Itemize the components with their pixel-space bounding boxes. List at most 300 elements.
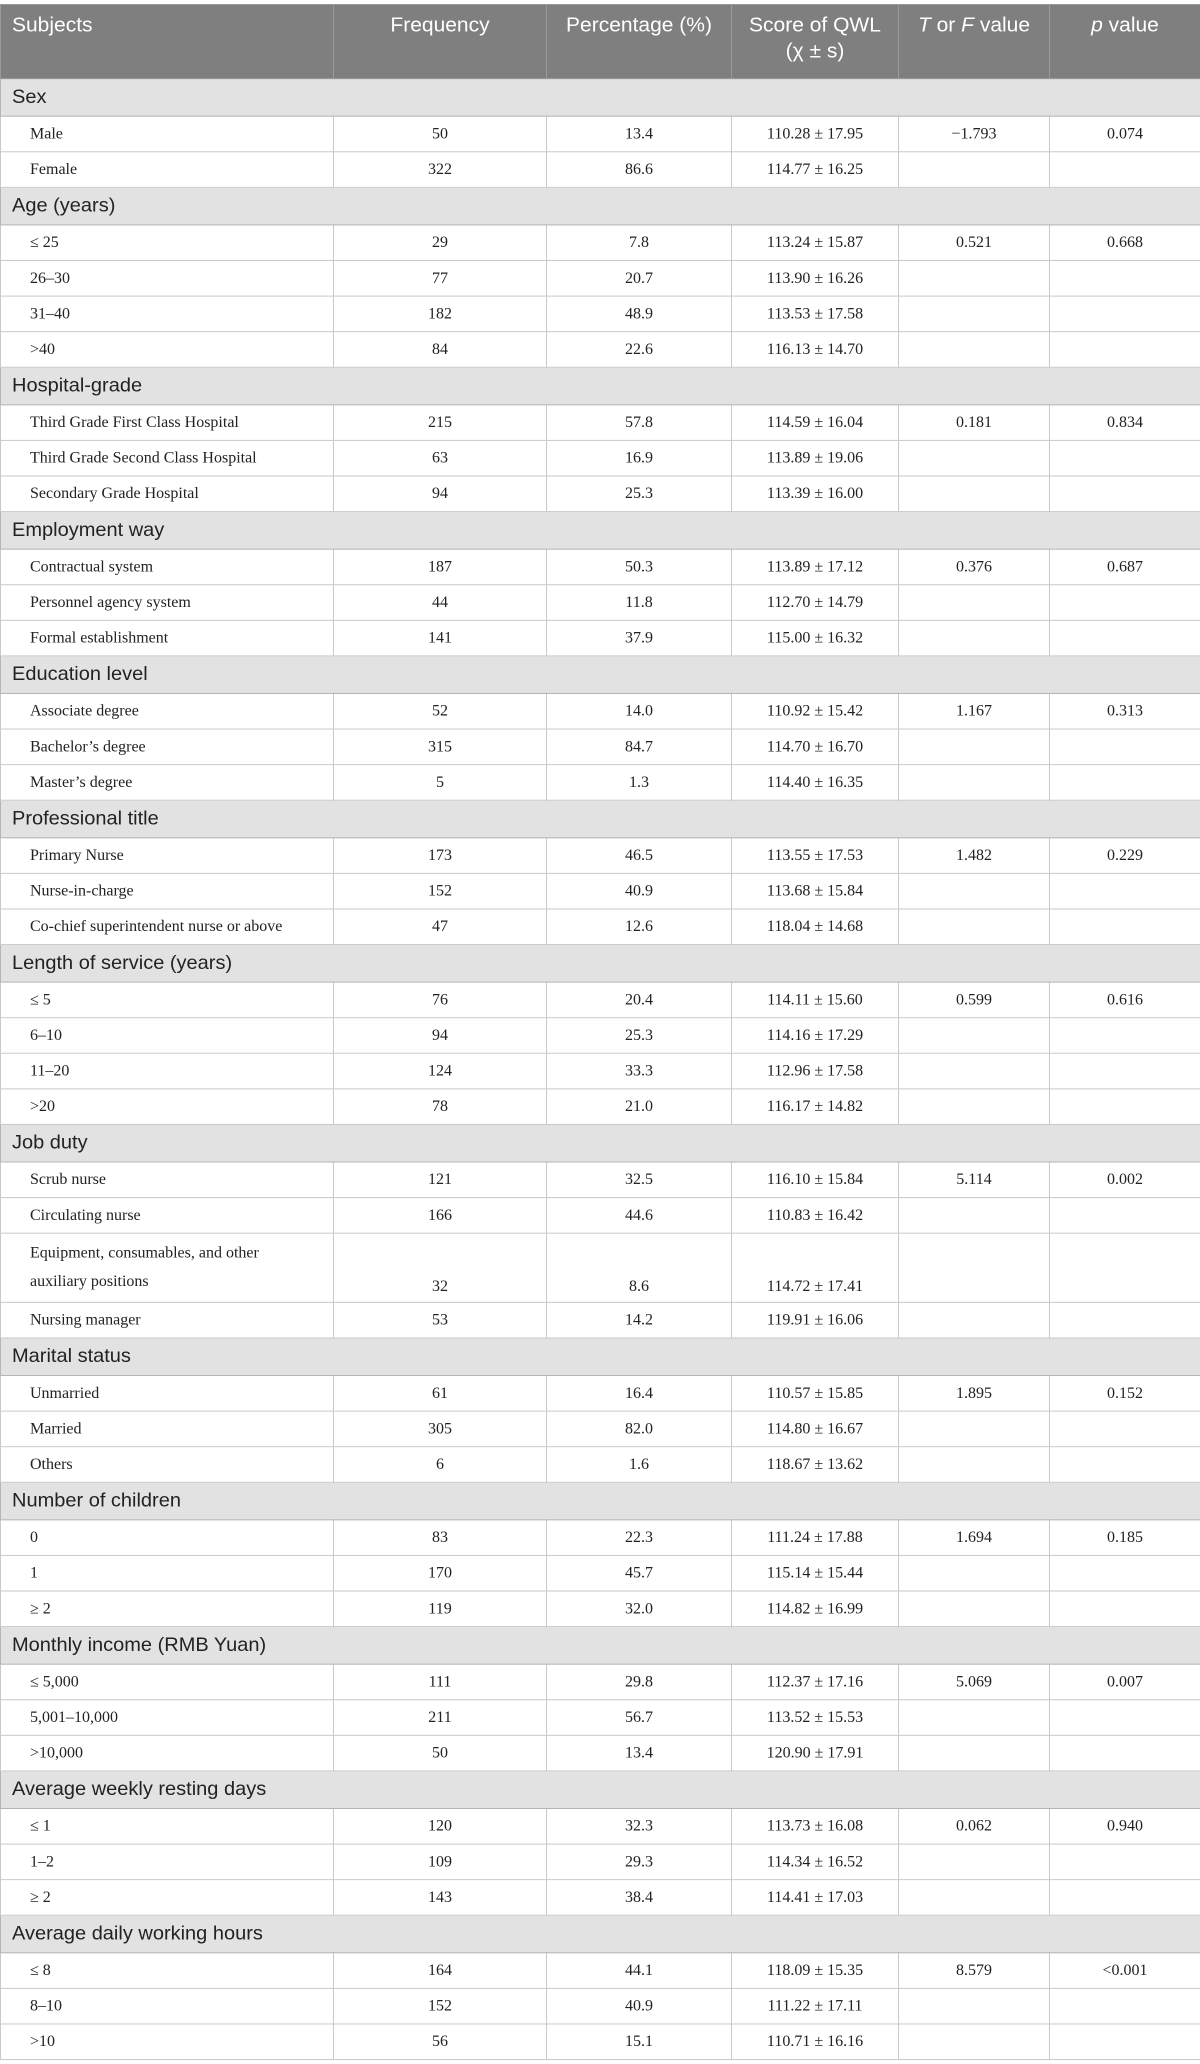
cell-score: 116.17 ± 14.82	[732, 1089, 899, 1125]
cell-p-value	[1050, 909, 1200, 945]
header-score	[732, 4, 899, 78]
table-row	[1, 1018, 1200, 1054]
cell-score: 110.71 ± 16.16	[732, 2024, 899, 2060]
cell-p-value	[1050, 1447, 1200, 1483]
cell-subject	[1, 1988, 334, 2024]
cell-p-value	[1050, 1844, 1200, 1880]
cell-frequency: 94	[334, 1018, 547, 1054]
cell-score: 113.24 ± 15.87	[732, 225, 899, 261]
cell-subject	[1, 261, 334, 297]
cell-p-value	[1050, 1089, 1200, 1125]
cell-subject	[1, 549, 334, 585]
cell-subject	[1, 693, 334, 729]
cell-t-or-f-value	[899, 765, 1050, 801]
cell-percentage: 1.6	[547, 1447, 732, 1483]
cell-t-or-f-value	[899, 261, 1050, 297]
cell-subject	[1, 1808, 334, 1844]
table-row	[1, 729, 1200, 765]
cell-frequency: 47	[334, 909, 547, 945]
cell-t-or-f-value	[899, 1880, 1050, 1916]
table-row	[1, 1844, 1200, 1880]
table-row	[1, 225, 1200, 261]
group-header-row	[1, 79, 1200, 117]
cell-subject	[1, 1591, 334, 1627]
cell-subject	[1, 1162, 334, 1198]
cell-t-or-f-value	[899, 620, 1050, 656]
table-row	[1, 1664, 1200, 1700]
header-score-line2: (χ ± s)	[785, 39, 845, 63]
table-row	[1, 1198, 1200, 1234]
cell-score: 110.92 ± 15.42	[732, 693, 899, 729]
subject-label-line2: auxiliary positions	[30, 1273, 149, 1291]
group-title: Job duty	[1, 1124, 1200, 1162]
table-row	[1, 152, 1200, 188]
header-p-value-label: value	[1108, 13, 1159, 37]
cell-p-value	[1050, 1988, 1200, 2024]
cell-p-value	[1050, 873, 1200, 909]
cell-percentage: 20.7	[547, 261, 732, 297]
cell-score: 113.53 ± 17.58	[732, 296, 899, 332]
cell-percentage: 86.6	[547, 152, 732, 188]
cell-score: 118.04 ± 14.68	[732, 909, 899, 945]
cell-percentage: 32.3	[547, 1808, 732, 1844]
cell-p-value: 0.074	[1050, 116, 1200, 152]
cell-frequency: 124	[334, 1053, 547, 1089]
subject-label: Nursing manager	[30, 1311, 141, 1329]
table-row	[1, 261, 1200, 297]
cell-frequency: 166	[334, 1198, 547, 1234]
cell-percentage: 38.4	[547, 1880, 732, 1916]
cell-score: 114.59 ± 16.04	[732, 405, 899, 441]
header-score-line1: Score of QWL	[749, 13, 881, 37]
group-header-row	[1, 367, 1200, 405]
cell-score: 113.90 ± 16.26	[732, 261, 899, 297]
table-row	[1, 1591, 1200, 1627]
group-title: Monthly income (RMB Yuan)	[1, 1627, 1200, 1665]
cell-subject	[1, 1700, 334, 1736]
header-t-label: T	[917, 13, 931, 37]
subject-label: 5,001–10,000	[30, 1708, 118, 1726]
cell-t-or-f-value	[899, 1735, 1050, 1771]
cell-percentage: 48.9	[547, 296, 732, 332]
table-row	[1, 1302, 1200, 1338]
group-title: Marital status	[1, 1338, 1200, 1376]
cell-frequency: 111	[334, 1664, 547, 1700]
cell-frequency: 83	[334, 1520, 547, 1556]
cell-t-or-f-value: 0.181	[899, 405, 1050, 441]
cell-t-or-f-value: 5.114	[899, 1162, 1050, 1198]
cell-subject	[1, 1844, 334, 1880]
subject-label: Others	[30, 1455, 73, 1473]
cell-percentage: 32.0	[547, 1591, 732, 1627]
cell-subject	[1, 1376, 334, 1412]
cell-t-or-f-value	[899, 1302, 1050, 1338]
subject-label: >10	[30, 2032, 56, 2050]
table-row	[1, 1988, 1200, 2024]
cell-score: 120.90 ± 17.91	[732, 1735, 899, 1771]
cell-subject	[1, 1198, 334, 1234]
cell-frequency: 119	[334, 1591, 547, 1627]
cell-t-or-f-value	[899, 1988, 1050, 2024]
cell-subject	[1, 585, 334, 621]
cell-p-value	[1050, 2024, 1200, 2060]
cell-p-value	[1050, 1411, 1200, 1447]
table-row	[1, 549, 1200, 585]
table-row	[1, 620, 1200, 656]
cell-percentage: 40.9	[547, 1988, 732, 2024]
cell-score: 111.24 ± 17.88	[732, 1520, 899, 1556]
cell-t-or-f-value: 1.167	[899, 693, 1050, 729]
cell-frequency: 143	[334, 1880, 547, 1916]
cell-score: 114.40 ± 16.35	[732, 765, 899, 801]
cell-subject	[1, 1233, 334, 1302]
cell-t-or-f-value	[899, 1018, 1050, 1054]
cell-frequency: 173	[334, 838, 547, 874]
group-header-row	[1, 1771, 1200, 1809]
cell-t-or-f-value	[899, 1447, 1050, 1483]
subject-label: >10,000	[30, 1744, 84, 1762]
subject-label: ≥ 2	[30, 1888, 51, 1906]
cell-subject	[1, 729, 334, 765]
cell-subject	[1, 1089, 334, 1125]
header-f-label: F	[961, 13, 974, 37]
subject-label: 8–10	[30, 1997, 62, 2015]
subject-label: Formal establishment	[30, 629, 169, 647]
qwl-table	[0, 4, 1200, 2060]
subject-label: ≤ 5,000	[30, 1673, 79, 1690]
table-row	[1, 838, 1200, 874]
cell-percentage: 32.5	[547, 1162, 732, 1198]
cell-t-or-f-value	[899, 1555, 1050, 1591]
cell-t-or-f-value: 0.521	[899, 225, 1050, 261]
cell-frequency: 76	[334, 982, 547, 1018]
group-header-row	[1, 1482, 1200, 1520]
cell-percentage: 14.2	[547, 1302, 732, 1338]
cell-score: 113.39 ± 16.00	[732, 476, 899, 512]
subject-label: Third Grade First Class Hospital	[30, 413, 239, 431]
cell-frequency: 170	[334, 1555, 547, 1591]
subject-label: ≥ 2	[30, 1599, 51, 1617]
subject-label: 1	[30, 1564, 38, 1582]
table-row	[1, 1880, 1200, 1916]
cell-percentage: 33.3	[547, 1053, 732, 1089]
group-title: Education level	[1, 656, 1200, 694]
cell-score: 118.09 ± 15.35	[732, 1953, 899, 1989]
cell-frequency: 84	[334, 332, 547, 368]
cell-frequency: 56	[334, 2024, 547, 2060]
cell-score: 113.73 ± 16.08	[732, 1808, 899, 1844]
cell-percentage: 22.3	[547, 1520, 732, 1556]
header-p-value	[1050, 4, 1200, 78]
cell-frequency: 94	[334, 476, 547, 512]
subject-label: 0	[30, 1528, 38, 1546]
cell-percentage: 57.8	[547, 405, 732, 441]
cell-frequency: 78	[334, 1089, 547, 1125]
cell-subject	[1, 2024, 334, 2060]
cell-frequency: 305	[334, 1411, 547, 1447]
subject-label: >40	[30, 340, 56, 358]
subject-label: Associate degree	[30, 702, 139, 720]
subject-label: Bachelor’s degree	[30, 737, 146, 755]
table-row	[1, 1089, 1200, 1125]
cell-frequency: 44	[334, 585, 547, 621]
cell-p-value	[1050, 296, 1200, 332]
cell-score: 111.22 ± 17.11	[732, 1988, 899, 2024]
cell-p-value	[1050, 1555, 1200, 1591]
cell-subject	[1, 1018, 334, 1054]
cell-t-or-f-value: −1.793	[899, 116, 1050, 152]
table-row	[1, 1808, 1200, 1844]
group-title: Age (years)	[1, 187, 1200, 225]
table-row	[1, 2024, 1200, 2060]
cell-t-or-f-value: 1.482	[899, 838, 1050, 874]
cell-score: 110.28 ± 17.95	[732, 116, 899, 152]
table-row	[1, 1162, 1200, 1198]
group-header-row	[1, 512, 1200, 550]
cell-frequency: 109	[334, 1844, 547, 1880]
cell-subject	[1, 405, 334, 441]
group-header-row	[1, 800, 1200, 838]
cell-t-or-f-value: 0.062	[899, 1808, 1050, 1844]
cell-frequency: 215	[334, 405, 547, 441]
cell-frequency: 141	[334, 620, 547, 656]
cell-p-value	[1050, 1018, 1200, 1054]
cell-t-or-f-value: 1.895	[899, 1376, 1050, 1412]
cell-p-value: 0.007	[1050, 1664, 1200, 1700]
cell-p-value: 0.834	[1050, 405, 1200, 441]
cell-frequency: 315	[334, 729, 547, 765]
cell-percentage: 16.9	[547, 440, 732, 476]
table-row	[1, 1700, 1200, 1736]
cell-subject	[1, 440, 334, 476]
cell-frequency: 164	[334, 1953, 547, 1989]
cell-score: 115.14 ± 15.44	[732, 1555, 899, 1591]
cell-t-or-f-value: 0.599	[899, 982, 1050, 1018]
table-row	[1, 1953, 1200, 1989]
cell-percentage: 11.8	[547, 585, 732, 621]
group-title: Length of service (years)	[1, 945, 1200, 983]
subject-label: ≤ 5	[30, 991, 51, 1008]
group-title: Professional title	[1, 800, 1200, 838]
table-row	[1, 982, 1200, 1018]
subject-label: Equipment, consumables, and other	[30, 1244, 259, 1262]
cell-score: 114.82 ± 16.99	[732, 1591, 899, 1627]
cell-frequency: 182	[334, 296, 547, 332]
cell-subject	[1, 1447, 334, 1483]
subject-label: 11–20	[30, 1062, 70, 1079]
group-title: Average daily working hours	[1, 1915, 1200, 1953]
cell-p-value	[1050, 1198, 1200, 1234]
cell-p-value	[1050, 1233, 1200, 1302]
cell-score: 114.77 ± 16.25	[732, 152, 899, 188]
group-title: Number of children	[1, 1482, 1200, 1520]
cell-percentage: 25.3	[547, 476, 732, 512]
cell-frequency: 32	[334, 1233, 547, 1302]
cell-t-or-f-value	[899, 1233, 1050, 1302]
cell-percentage: 29.3	[547, 1844, 732, 1880]
cell-t-or-f-value	[899, 2024, 1050, 2060]
cell-t-or-f-value	[899, 1198, 1050, 1234]
subject-label: Unmarried	[30, 1384, 100, 1402]
cell-subject	[1, 982, 334, 1018]
cell-subject	[1, 1880, 334, 1916]
cell-percentage: 37.9	[547, 620, 732, 656]
cell-percentage: 22.6	[547, 332, 732, 368]
table-row	[1, 440, 1200, 476]
header-row	[1, 4, 1200, 78]
table-body	[1, 79, 1200, 2060]
cell-frequency: 6	[334, 1447, 547, 1483]
cell-percentage: 1.3	[547, 765, 732, 801]
cell-p-value	[1050, 1053, 1200, 1089]
table-row	[1, 116, 1200, 152]
cell-score: 113.55 ± 17.53	[732, 838, 899, 874]
cell-subject	[1, 332, 334, 368]
cell-frequency: 52	[334, 693, 547, 729]
cell-t-or-f-value	[899, 1411, 1050, 1447]
group-title: Average weekly resting days	[1, 1771, 1200, 1809]
cell-t-or-f-value	[899, 1591, 1050, 1627]
header-or-label: or	[936, 13, 956, 37]
header-percentage: Percentage (%)	[547, 4, 732, 78]
cell-p-value: 0.668	[1050, 225, 1200, 261]
cell-subject	[1, 152, 334, 188]
cell-t-or-f-value	[899, 1089, 1050, 1125]
subject-label: Contractual system	[30, 558, 154, 575]
subject-label: Master’s degree	[30, 773, 133, 791]
subject-label: >20	[30, 1097, 56, 1115]
cell-p-value	[1050, 476, 1200, 512]
cell-score: 115.00 ± 16.32	[732, 620, 899, 656]
group-header-row	[1, 187, 1200, 225]
group-header-row	[1, 1124, 1200, 1162]
group-header-row	[1, 1627, 1200, 1665]
cell-score: 114.11 ± 15.60	[732, 982, 899, 1018]
cell-p-value	[1050, 152, 1200, 188]
cell-frequency: 152	[334, 1988, 547, 2024]
cell-percentage: 29.8	[547, 1664, 732, 1700]
cell-p-value	[1050, 1591, 1200, 1627]
table-header	[1, 4, 1200, 78]
cell-p-value	[1050, 765, 1200, 801]
cell-t-or-f-value	[899, 873, 1050, 909]
cell-subject	[1, 1555, 334, 1591]
cell-t-or-f-value	[899, 1700, 1050, 1736]
cell-frequency: 53	[334, 1302, 547, 1338]
cell-percentage: 13.4	[547, 116, 732, 152]
subject-label: Nurse-in-charge	[30, 882, 134, 900]
subject-label: Married	[30, 1420, 82, 1437]
cell-frequency: 187	[334, 549, 547, 585]
group-title: Sex	[1, 79, 1200, 117]
cell-frequency: 63	[334, 440, 547, 476]
cell-p-value: 0.185	[1050, 1520, 1200, 1556]
cell-subject	[1, 1053, 334, 1089]
cell-t-or-f-value	[899, 585, 1050, 621]
cell-percentage: 15.1	[547, 2024, 732, 2060]
cell-p-value: 0.152	[1050, 1376, 1200, 1412]
cell-percentage: 44.6	[547, 1198, 732, 1234]
cell-subject	[1, 765, 334, 801]
subject-label: Third Grade Second Class Hospital	[30, 449, 257, 467]
table-row	[1, 405, 1200, 441]
group-header-row	[1, 656, 1200, 694]
cell-subject	[1, 1302, 334, 1338]
subject-label: ≤ 25	[30, 233, 59, 251]
cell-score: 119.91 ± 16.06	[732, 1302, 899, 1338]
table-row	[1, 1053, 1200, 1089]
header-subjects: Subjects	[1, 4, 334, 78]
group-title: Employment way	[1, 512, 1200, 550]
cell-t-or-f-value	[899, 476, 1050, 512]
table-row	[1, 909, 1200, 945]
cell-frequency: 120	[334, 1808, 547, 1844]
cell-t-or-f-value	[899, 152, 1050, 188]
table-row	[1, 1233, 1200, 1302]
table-row	[1, 332, 1200, 368]
cell-subject	[1, 116, 334, 152]
cell-score: 110.83 ± 16.42	[732, 1198, 899, 1234]
cell-percentage: 8.6	[547, 1233, 732, 1302]
cell-subject	[1, 1411, 334, 1447]
table-row	[1, 476, 1200, 512]
cell-subject	[1, 476, 334, 512]
cell-t-or-f-value	[899, 909, 1050, 945]
cell-subject	[1, 296, 334, 332]
cell-percentage: 13.4	[547, 1735, 732, 1771]
cell-subject	[1, 838, 334, 874]
cell-t-or-f-value: 0.376	[899, 549, 1050, 585]
table-row	[1, 1735, 1200, 1771]
cell-p-value: <0.001	[1050, 1953, 1200, 1989]
cell-score: 113.89 ± 17.12	[732, 549, 899, 585]
table-row	[1, 585, 1200, 621]
cell-t-or-f-value	[899, 296, 1050, 332]
group-header-row	[1, 1338, 1200, 1376]
subject-label: Secondary Grade Hospital	[30, 484, 199, 502]
cell-subject	[1, 873, 334, 909]
subject-label: 6–10	[30, 1026, 62, 1044]
cell-percentage: 14.0	[547, 693, 732, 729]
subject-label: ≤ 8	[30, 1961, 51, 1979]
cell-frequency: 152	[334, 873, 547, 909]
cell-score: 112.96 ± 17.58	[732, 1053, 899, 1089]
cell-frequency: 211	[334, 1700, 547, 1736]
header-frequency: Frequency	[334, 4, 547, 78]
cell-p-value	[1050, 585, 1200, 621]
cell-p-value	[1050, 440, 1200, 476]
cell-frequency: 50	[334, 1735, 547, 1771]
cell-p-value: 0.687	[1050, 549, 1200, 585]
cell-percentage: 7.8	[547, 225, 732, 261]
cell-score: 113.68 ± 15.84	[732, 873, 899, 909]
cell-score: 114.70 ± 16.70	[732, 729, 899, 765]
cell-frequency: 322	[334, 152, 547, 188]
cell-score: 114.72 ± 17.41	[732, 1233, 899, 1302]
cell-score: 116.13 ± 14.70	[732, 332, 899, 368]
cell-t-or-f-value	[899, 729, 1050, 765]
subject-label: Male	[30, 125, 63, 142]
cell-frequency: 77	[334, 261, 547, 297]
cell-p-value	[1050, 332, 1200, 368]
cell-p-value: 0.313	[1050, 693, 1200, 729]
subject-label: 31–40	[30, 304, 70, 322]
subject-label: Personnel agency system	[30, 593, 191, 611]
cell-p-value	[1050, 1880, 1200, 1916]
table-row	[1, 1376, 1200, 1412]
subject-label: Primary Nurse	[30, 846, 124, 864]
cell-frequency: 50	[334, 116, 547, 152]
